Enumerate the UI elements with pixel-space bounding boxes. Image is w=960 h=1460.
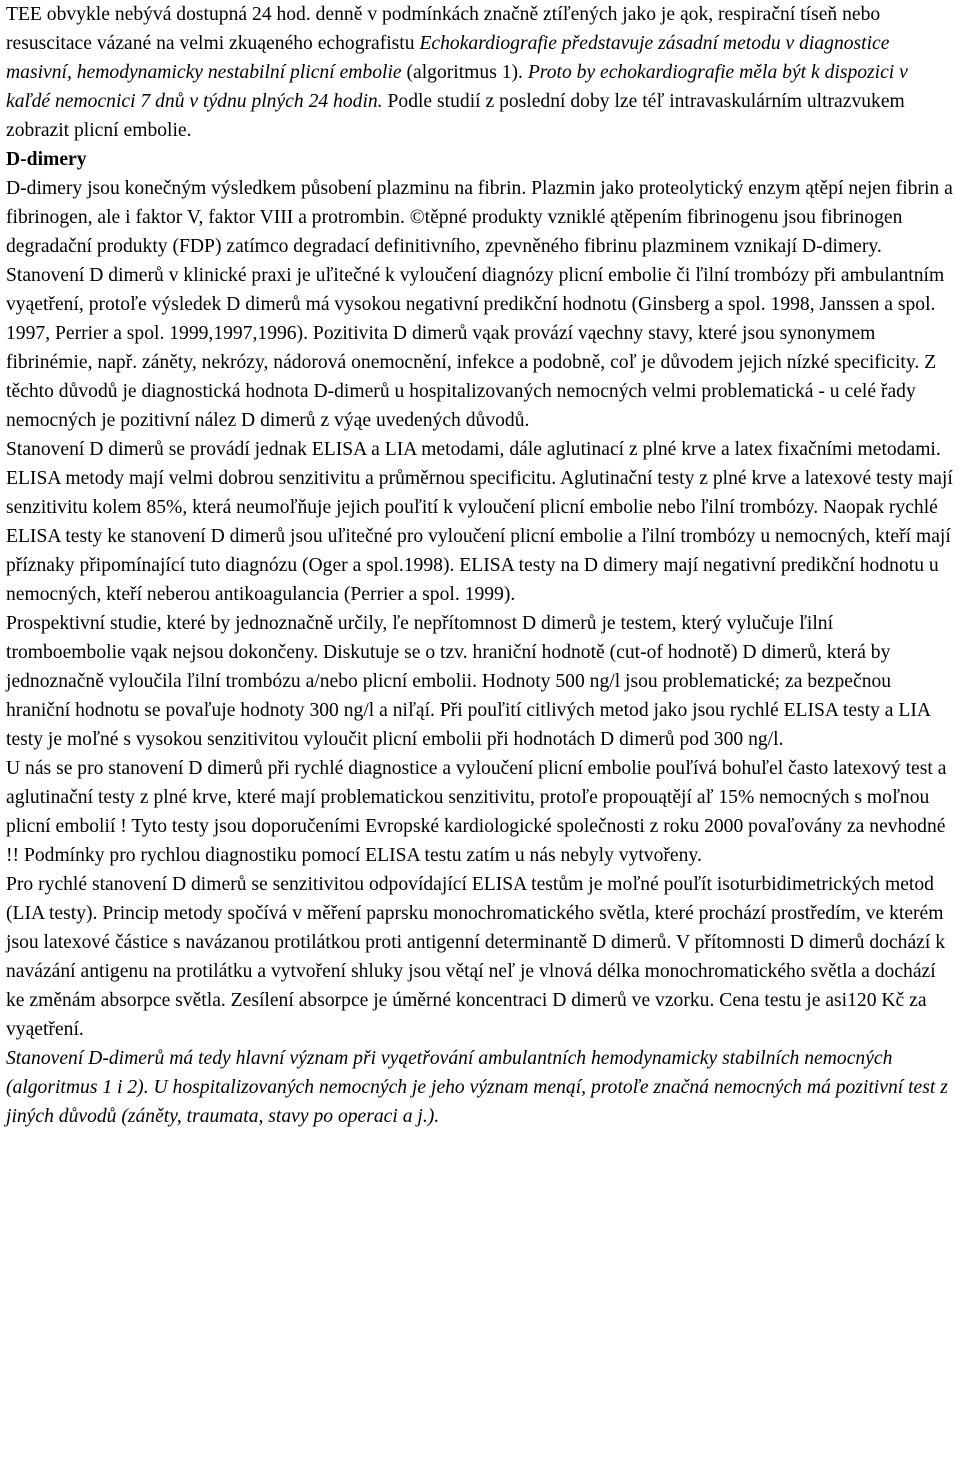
- ddimer-paragraph-cutoff: Prospektivní studie, které by jednoznačně určily, ľe nepřítomnost D dimerů je testem, který vylučuje ľilní tromboembolie vąak nejsou dokončeny. Diskutuje se o tzv. hraniční hodnotě (cut-of hodnotě) D dimerů, která by jednoznačně vyloučila ľilní trombózu a/nebo plicní embolii. Hodnoty 500 ng/l jsou problematické; za bezpečnou hraniční hodnotu se povaľuje hodnoty 300 ng/l a niľąí. Při pouľití citlivých metod jako jsou rychlé ELISA testy a LIA testy je moľné s vysokou senzitivitou vyloučit plicní embolii při hodnotách D dimerů pod 300 ng/l.: [6, 613, 930, 750]
- ddimer-paragraph-lia-method: Pro rychlé stanovení D dimerů se senzitivitou odpovídající ELISA testům je moľné pouľít isoturbidimetrických metod (LIA testy). Princip metody spočívá v měření paprsku monochromatického světla, které prochází prostředím, ve kterém jsou latexové částice s navázanou protilátkou proti antigenní determinantě D dimerů. V přítomnosti D dimerů dochází k navázání antigenu na protilátku a vytvoření shluky jsou větąí neľ je vlnová délka monochromatického světla a dochází ke změnám absorpce světla. Zesílení absorpce je úměrné koncentraci D dimerů ve vzorku. Cena testu je asi120 Kč za vyąetření.: [6, 874, 945, 1040]
- ddimer-paragraph-clinical-use: Stanovení D dimerů v klinické praxi je uľitečné k vyloučení diagnózy plicní embolie či ľilní trombózy při ambulantním vyąetření, protoľe výsledek D dimerů má vysokou negativní predikční hodnotu (Ginsberg a spol. 1998, Janssen a spol. 1997, Perrier a spol. 1999,1997,1996). Pozitivita D dimerů vąak provází vąechny stavy, které jsou synonymem fibrinémie, např. záněty, nekrózy, nádorová onemocnění, infekce a podobně, coľ je důvodem jejich nízké specificity. Z těchto důvodů je diagnostická hodnota D-dimerů u hospitalizovaných nemocných velmi problematická - u celé řady nemocných je pozitivní nález D dimerů z výąe uvedených důvodů.: [6, 265, 945, 431]
- echo-main-method-sentence: Echokardiografie představuje zásadní metodu v diagnostice masivní, hemodynamicky nestabilní plicní embolie: [6, 33, 890, 83]
- ddimer-paragraph-definition: D-dimery jsou konečným výsledkem působení plazminu na fibrin. Plazmin jako proteolytický enzym ątěpí nejen fibrin a fibrinogen, ale i faktor V, faktor VIII a protrombin. ©těpné produkty vzniklé ątěpením fibrinogenu jsou fibrinogen degradační produkty (FDP) zatímco degradací definitivního, zpevněného fibrinu plazminem vznikají D-dimery.: [6, 178, 953, 257]
- echo-algorithm-ref: (algoritmus 1).: [401, 62, 528, 83]
- ddimer-paragraph-local-practice: U nás se pro stanovení D dimerů při rychlé diagnostice a vyloučení plicní embolie pouľívá bohuľel často latexový test a aglutinační testy z plné krve, které mají problematickou senzitivitu, protoľe propouątějí aľ 15% nemocných s moľnou plicní embolií ! Tyto testy jsou doporučeními Evropské kardiologické společnosti z roku 2000 povaľovány za nevhodné !! Podmínky pro rychlou diagnostiku pomocí ELISA testu zatím u nás nebyly vytvořeny.: [6, 758, 947, 866]
- ddimer-paragraph-methods: Stanovení D dimerů se provádí jednak ELISA a LIA metodami, dále aglutinací z plné krve a latex fixačními metodami. ELISA metody mají velmi dobrou senzitivitu a průměrnou specificitu. Aglutinační testy z plné krve a latexové testy mají senzitivitu kolem 85%, která neumoľňuje jejich pouľití k vyloučení plicní embolie nebo ľilní trombózy. Naopak rychlé ELISA testy ke stanovení D dimerů jsou uľitečné pro vyloučení plicní embolie a ľilní trombózy u nemocných, kteří mají příznaky připomínající tuto diagnózu (Oger a spol.1998). ELISA testy na D dimery mají negativní predikční hodnotu u nemocných, kteří neberou antikoagulancia (Perrier a spol. 1999).: [6, 439, 953, 605]
- section-heading-d-dimery: D-dimery: [6, 149, 87, 170]
- ddimer-paragraph-conclusion: Stanovení D-dimerů má tedy hlavní význam při vyąetřování ambulantních hemodynamicky stabilních nemocných (algoritmus 1 i 2). U hospitalizovaných nemocných je jeho význam menąí, protoľe značná nemocných má pozitivní test z jiných důvodů (záněty, traumata, stavy po operaci a j.).: [6, 1048, 948, 1127]
- echo-paragraph: [6, 0, 954, 145]
- echo-ivus-sentence: Podle studií z poslední doby lze téľ intravaskulárním ultrazvukem zobrazit plicní embolie.: [6, 91, 905, 141]
- echo-availability-sentence: Proto by echokardiografie měla být k dispozici v kaľdé nemocnici 7 dnů v týdnu plných 24 hodin.: [6, 62, 908, 112]
- echo-tee-sentence: TEE obvykle nebývá dostupná 24 hod. denně v podmínkách značně ztíľených jako je ąok, respirační tíseň nebo resuscitace vázané na velmi zkuąeného echografistu: [6, 4, 881, 54]
